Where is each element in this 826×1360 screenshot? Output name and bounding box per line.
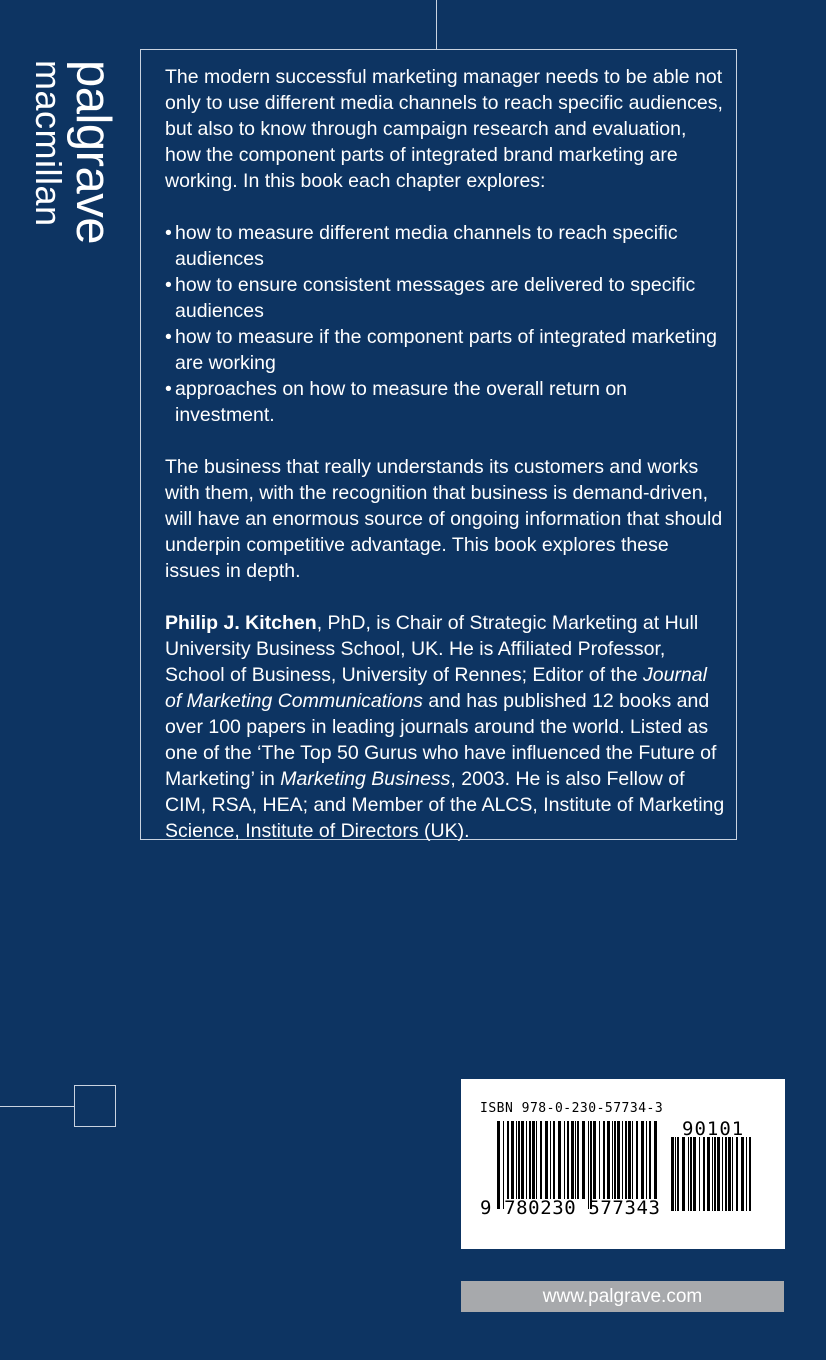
chapter-topics-list	[165, 220, 725, 428]
barcode-bar	[526, 1121, 527, 1199]
barcode-bar	[571, 1121, 574, 1199]
barcode-bar	[497, 1121, 500, 1209]
back-cover-blurb	[165, 64, 725, 870]
intro-paragraph: The modern successful marketing manager needs to be able not only to use different media channels to reach specific audiences, but also to know through campaign research and evaluation, how the component parts of integrated brand marketing are working. In this book each chapter explores:	[165, 66, 723, 192]
publisher-name-palgrave: palgrave	[66, 60, 120, 244]
decorative-square	[74, 1085, 116, 1127]
barcode-bar	[712, 1137, 713, 1211]
barcode-bar	[607, 1121, 610, 1199]
list-item: • approaches on how to measure the overall return on investment.	[165, 378, 628, 426]
barcode-bar	[575, 1121, 576, 1199]
publisher-website[interactable]: www.palgrave.com	[461, 1281, 784, 1312]
barcode-bar	[717, 1137, 720, 1211]
barcode-bar	[654, 1121, 657, 1199]
barcode-bar	[677, 1137, 679, 1211]
barcode-bar	[646, 1121, 647, 1199]
barcode-bar	[550, 1121, 551, 1199]
barcode-bar	[507, 1121, 509, 1199]
barcode-bar	[545, 1121, 548, 1199]
barcode-bar	[693, 1137, 696, 1211]
barcode-bar	[699, 1137, 700, 1211]
barcode-bar	[516, 1121, 517, 1199]
barcode-digits: 9 780230 577343	[480, 1197, 661, 1219]
barcode-bar	[599, 1121, 600, 1199]
barcode-bar	[558, 1121, 561, 1199]
barcode-bar	[503, 1121, 504, 1209]
barcode-bar	[617, 1121, 620, 1199]
barcode-bar	[688, 1137, 689, 1211]
barcode-bar	[577, 1121, 579, 1199]
barcode-bar	[632, 1121, 633, 1199]
author-bio: Philip J. Kitchen, PhD, is Chair of Strategic Marketing at Hull University Business School, UK. He is Affiliated Professor, School of Business, University of Rennes; Editor of the Journal of Marketing Communications and has published 12 books and over 100 papers in leading journals around the world. Listed as one of the ‘The Top 50 Gurus who have influenced the Future of Marketing’ in Marketing Business, 2003. He is also Fellow of CIM, RSA, HEA; and Member of the ALCS, Institute of Marketing Science, Institute of Directors (UK).	[165, 612, 725, 842]
barcode-bar	[536, 1121, 537, 1199]
barcode-addon-digits: 90101	[682, 1118, 745, 1140]
barcode-bar	[732, 1137, 733, 1211]
barcode-bar	[614, 1121, 616, 1199]
publication-title: Marketing Business	[280, 768, 451, 790]
barcode-bar	[749, 1137, 751, 1211]
barcode-bar	[690, 1137, 692, 1211]
bullet-icon: •	[165, 326, 172, 348]
barcode-bar	[518, 1121, 520, 1199]
barcode-bar	[521, 1121, 524, 1199]
barcode-bar	[703, 1137, 705, 1211]
barcode-bar	[722, 1137, 723, 1211]
barcode-bar	[588, 1121, 589, 1209]
barcode-bars	[461, 1079, 785, 1249]
author-name: Philip J. Kitchen	[165, 612, 317, 634]
bullet-icon: •	[165, 222, 172, 244]
barcode-bar	[553, 1121, 555, 1199]
barcode-bar	[641, 1121, 644, 1199]
barcode-bar	[593, 1121, 596, 1199]
bullet-icon: •	[165, 274, 172, 296]
publisher-name-macmillan: macmillan	[28, 60, 69, 227]
barcode-bar	[675, 1137, 676, 1211]
barcode-bar	[741, 1137, 744, 1211]
barcode-bar	[725, 1137, 727, 1211]
barcode-bar	[671, 1137, 674, 1211]
barcode-box	[461, 1079, 785, 1249]
barcode-bar	[567, 1121, 569, 1199]
list-item: • how to ensure consistent messages are delivered to specific audiences	[165, 274, 696, 322]
publisher-logo	[28, 60, 118, 260]
bullet-icon: •	[165, 378, 172, 400]
barcode-bar	[582, 1121, 585, 1199]
barcode-bar	[746, 1137, 747, 1211]
barcode-bar	[529, 1121, 531, 1199]
barcode-bar	[622, 1121, 623, 1199]
barcode-bar	[728, 1137, 731, 1211]
barcode-bar	[603, 1121, 605, 1199]
list-item: • how to measure if the component parts of integrated marketing are working	[165, 326, 717, 374]
barcode-bar	[707, 1137, 710, 1211]
barcode-bar	[540, 1121, 542, 1199]
barcode-bar	[564, 1121, 565, 1199]
barcode-bar	[590, 1121, 592, 1209]
barcode-bar	[649, 1121, 651, 1199]
isbn-label: ISBN 978-0-230-57734-3	[480, 1101, 664, 1116]
barcode-bar	[511, 1121, 514, 1199]
barcode-bar	[736, 1137, 738, 1211]
barcode-bar	[625, 1121, 627, 1199]
journal-title: Journal of Marketing Communications	[165, 664, 707, 712]
top-center-rule	[436, 0, 437, 49]
barcode-bar	[532, 1121, 535, 1199]
barcode-bar	[714, 1137, 716, 1211]
barcode-bar	[636, 1121, 638, 1199]
list-item: • how to measure different media channels to reach specific audiences	[165, 222, 678, 270]
business-paragraph: The business that really understands its customers and works with them, with the recognition that business is demand-driven, will have an enormous source of ongoing information that should underpin competitive advantage. This book explores these issues in depth.	[165, 456, 723, 582]
barcode-bar	[682, 1137, 685, 1211]
barcode-bar	[628, 1121, 631, 1199]
barcode-bar	[612, 1121, 613, 1199]
left-rule	[0, 1106, 74, 1107]
